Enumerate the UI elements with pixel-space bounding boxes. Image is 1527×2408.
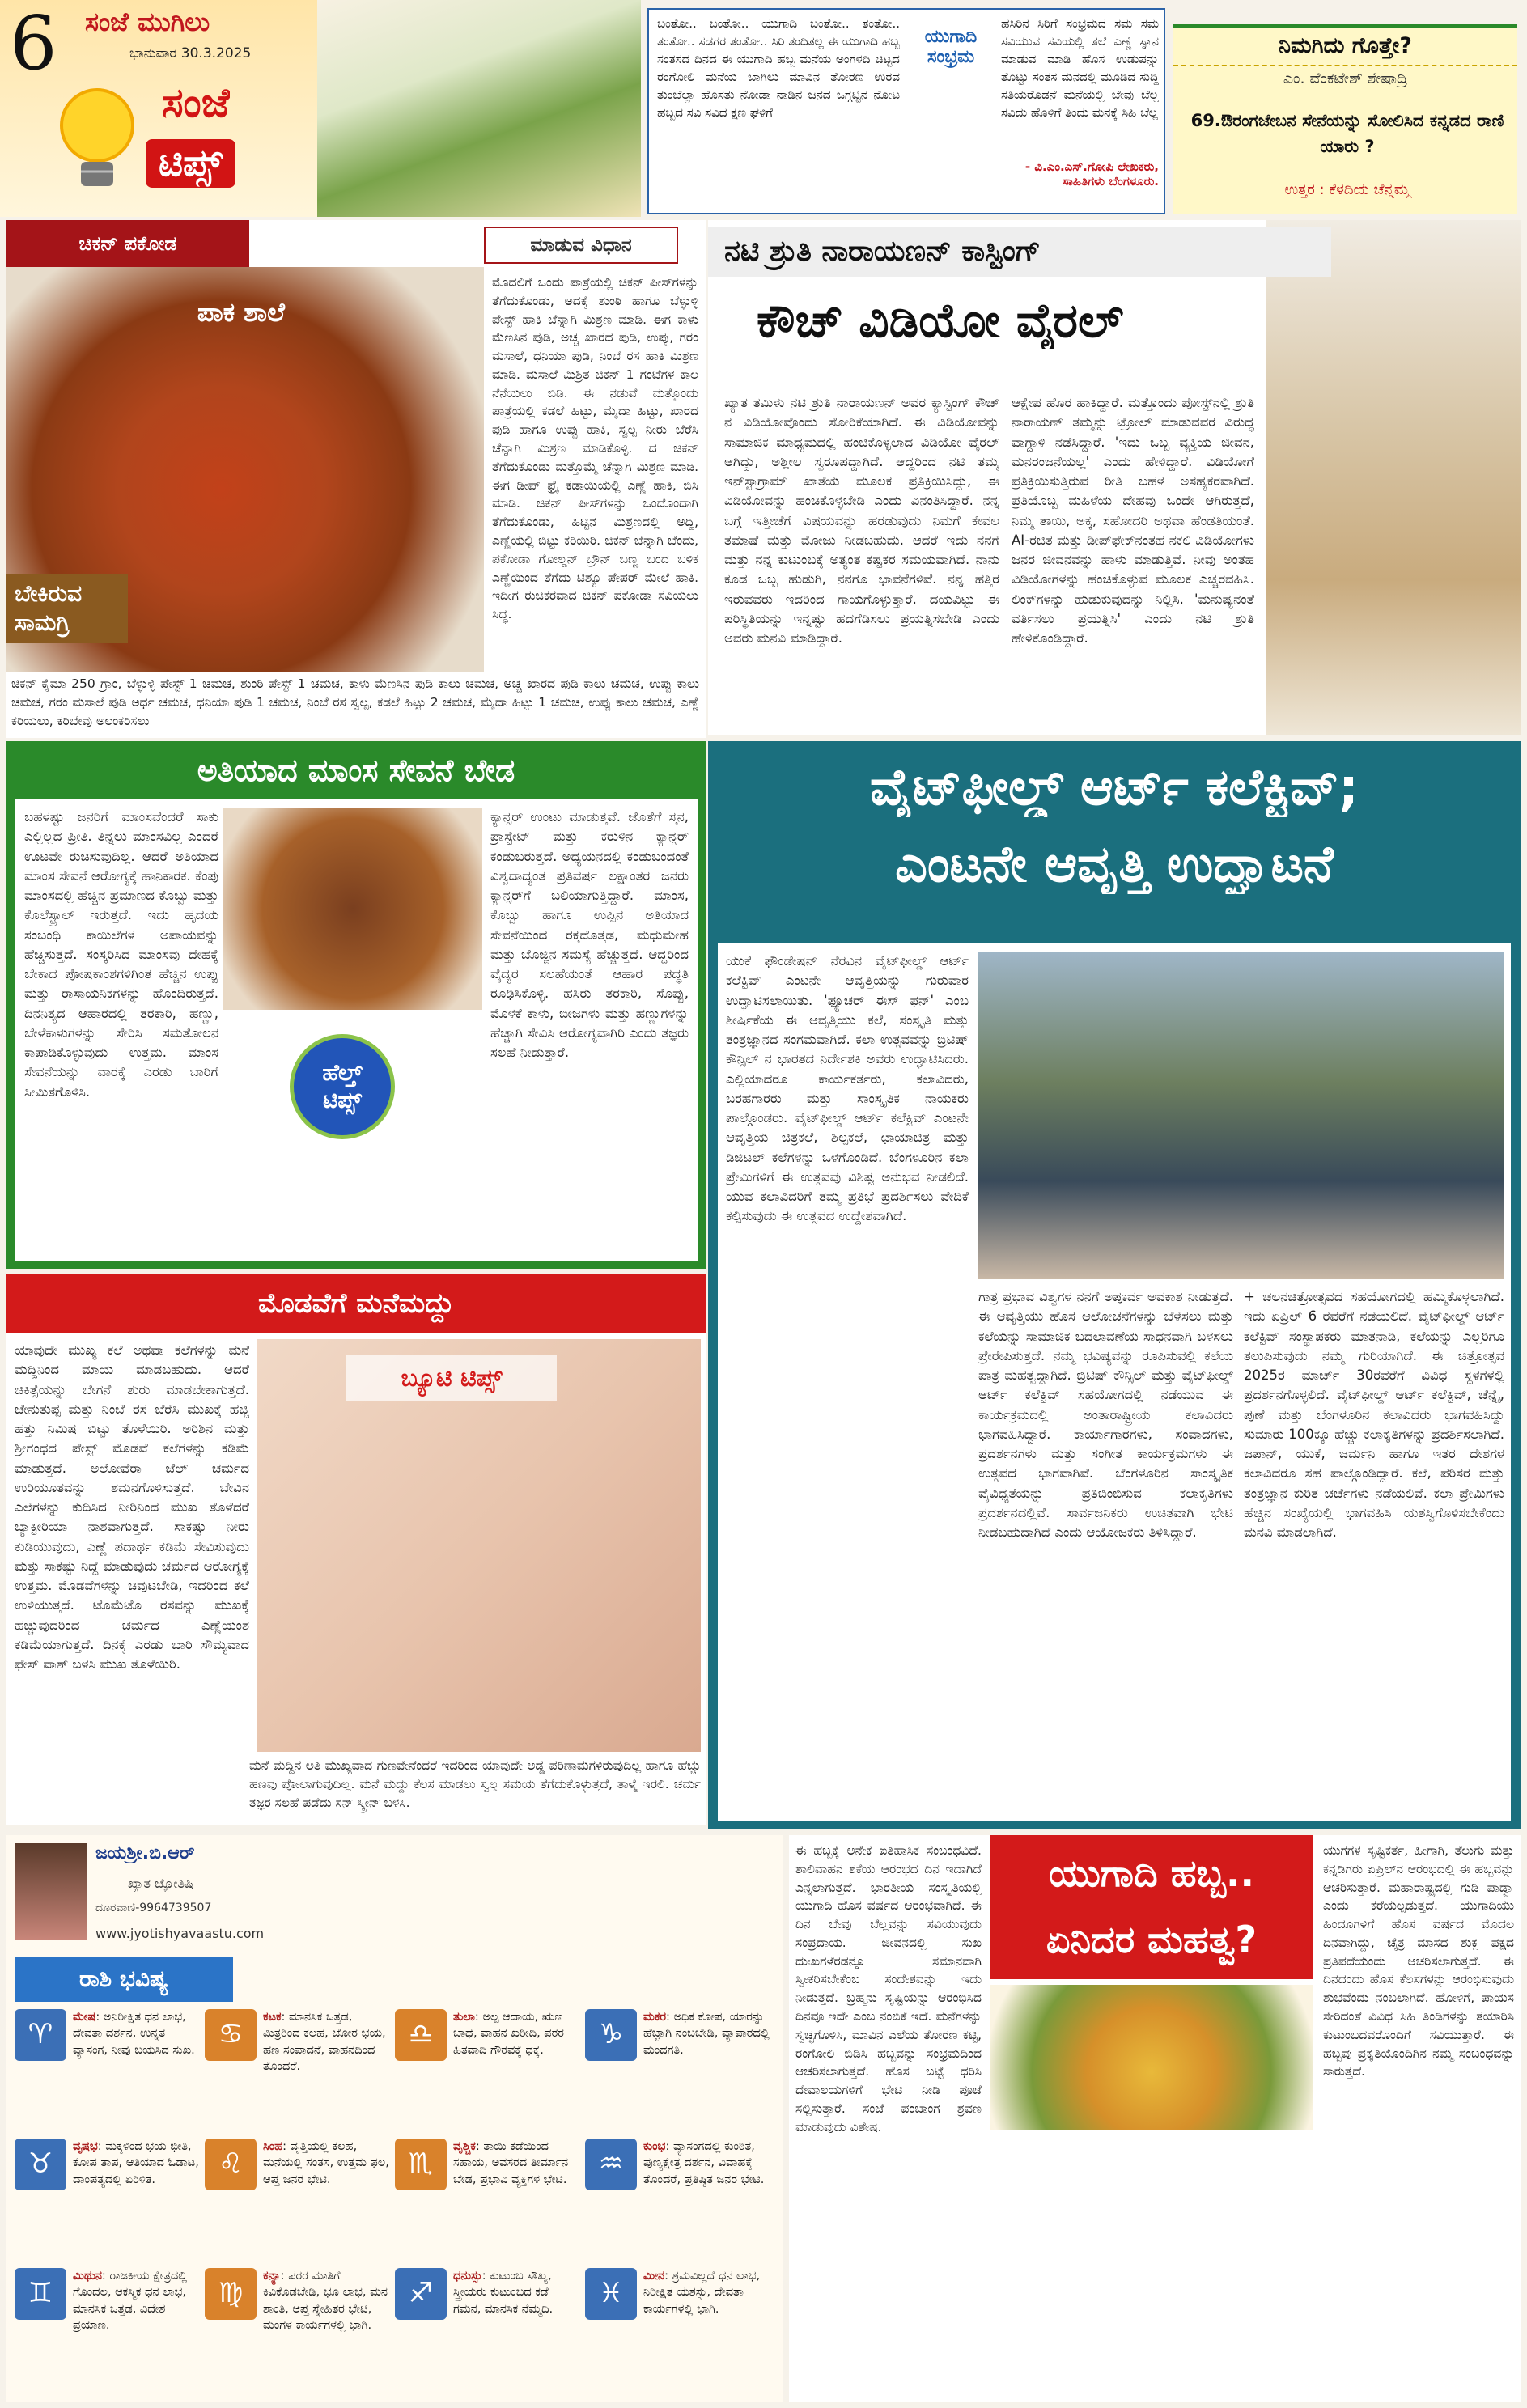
zodiac-sign-2 [15, 2139, 199, 2262]
ugadi-headline-2: ಏನಿದರ ಮಹತ್ವ? [1046, 1918, 1258, 1961]
zodiac-text [73, 2268, 199, 2391]
ugadi-right-text: ಯುಗಗಳ ಸೃಷ್ಟಿಕರ್ತ, ಹೀಗಾಗಿ, ತೆಲುಗು ಮತ್ತು ಕನ್ನಡಿಗರು ಏಪ್ರಿಲ್‌ನ ಆರಂಭದಲ್ಲಿ ಈ ಹಬ್ಬವನ್ನು ಆಚರಿಸುತ್ತಾರೆ. ಮಹಾರಾಷ್ಟ್ರದಲ್ಲಿ ಗುಡಿ ಪಾಡ್ವಾ ಎಂದು ಕರೆಯಲ್ಪಡುತ್ತದೆ. ಯುಗಾದಿಯು ಹಿಂದೂಗಳಿಗೆ ಹೊಸ ವರ್ಷದ ಮೊದಲ ದಿನವಾಗಿದ್ದು, ಚೈತ್ರ ಮಾಸದ ಶುಕ್ಲ ಪಕ್ಷದ ಪ್ರತಿಪದೆಯಂದು ಆಚರಿಸಲಾಗುತ್ತದೆ. ಈ ದಿನದಂದು ಹೊಸ ಕೆಲಸಗಳನ್ನು ಆರಂಭಿಸುವುದು ಶುಭವೆಂದು ನಂಬಲಾಗಿದೆ. ಹೋಳಿಗೆ, ಪಾಯಸ ಸೇರಿದಂತೆ ವಿವಿಧ ಸಿಹಿ ತಿಂಡಿಗಳನ್ನು ತಯಾರಿಸಿ ಕುಟುಂಬದವರೊಂದಿಗೆ ಸವಿಯುತ್ತಾರೆ. ಈ ಹಬ್ಬವು ಪ್ರಕೃತಿಯೊಂದಿಗಿನ ನಮ್ಮ ಸಂಬಂಧವನ್ನು ಸಾರುತ್ತದೆ. [1323, 1843, 1514, 2079]
zodiac-text [453, 2268, 579, 2391]
zodiac-sign-8 [395, 2139, 579, 2262]
art-story [708, 741, 1521, 1829]
zodiac-separator: : [281, 2011, 290, 2024]
zodiac-name: ಮಕರ [643, 2011, 666, 2024]
zodiac-text [263, 2268, 389, 2391]
zodiac-prediction: ಶ್ರಮವಿಲ್ಲದೆ ಧನ ಲಾಭ, ನಿರೀಕ್ಷಿತ ಯಶಸ್ಸು, ದೇವತಾ ಕಾರ್ಯಗಳಲ್ಲಿ ಭಾಗಿ. [643, 2270, 761, 2316]
zodiac-separator: : [97, 2140, 106, 2153]
masthead [0, 0, 317, 217]
zodiac-prediction: ಮಾನಸಿಕ ಒತ್ತಡ, ಮಿತ್ರರಿಂದ ಕಲಹ, ಚೋರ ಭಯ, ಹಣ ಸಂಪಾದನೆ, ವಾಹನದಿಂದ ತೊಂದರೆ. [263, 2011, 386, 2073]
zodiac-name: ಮೀನ [643, 2270, 665, 2283]
art-col-2: ಗಾತ್ರ ಪ್ರಭಾವ ವಿಶ್ವಗಳ ನನಗೆ ಅಪೂರ್ವ ಅವಕಾಶ ನೀಡುತ್ತದೆ. ಈ ಆವೃತ್ತಿಯು ಹೊಸ ಆಲೋಚನೆಗಳನ್ನು ಬೆಳೆಸಲು ಮತ್ತು ಕಲೆಯನ್ನು ಸಾಮಾಜಿಕ ಬದಲಾವಣೆಯ ಸಾಧನವಾಗಿ ಬಳಸಲು ಪ್ರೇರೇಪಿಸುತ್ತದೆ. ನಮ್ಮ ಭವಿಷ್ಯವನ್ನು ರೂಪಿಸುವಲ್ಲಿ ಕಲೆಯ ಪಾತ್ರ ಮಹತ್ವದ್ದಾಗಿದೆ. ಬ್ರಿಟಿಷ್ ಕೌನ್ಸಿಲ್ ಮತ್ತು ವೈಟ್‌ಫೀಲ್ಡ್ ಆರ್ಟ್ ಕಲೆಕ್ಟಿವ್ ಸಹಯೋಗದಲ್ಲಿ ನಡೆಯುವ ಈ ಕಾರ್ಯಕ್ರಮದಲ್ಲಿ ಅಂತಾರಾಷ್ಟ್ರೀಯ ಕಲಾವಿದರು ಭಾಗವಹಿಸಿದ್ದಾರೆ. ಕಾರ್ಯಾಗಾರಗಳು, ಸಂವಾದಗಳು, ಪ್ರದರ್ಶನಗಳು ಮತ್ತು ಸಂಗೀತ ಕಾರ್ಯಕ್ರಮಗಳು ಈ ಉತ್ಸವದ ಭಾಗವಾಗಿವೆ. ಬೆಂಗಳೂರಿನ ಸಾಂಸ್ಕೃತಿಕ ವೈವಿಧ್ಯತೆಯನ್ನು ಪ್ರತಿಬಿಂಬಿಸುವ ಕಲಾಕೃತಿಗಳು ಪ್ರದರ್ಶನದಲ್ಲಿವೆ. ಸಾರ್ವಜನಿಕರು ಉಚಿತವಾಗಿ ಭೇಟಿ ನೀಡಬಹುದಾಗಿದೆ ಎಂದು ಆಯೋಜಕರು ತಿಳಿಸಿದ್ದಾರೆ. [978, 1289, 1233, 1540]
art-event-photo [978, 952, 1504, 1279]
art-col-1: ಯುಕೆ ಫೌಂಡೇಷನ್ ನೆರವಿನ ವೈಟ್‌ಫೀಲ್ಡ್ ಆರ್ಟ್ ಕಲೆಕ್ಟಿವ್ ಎಂಟನೇ ಆವೃತ್ತಿಯನ್ನು ಗುರುವಾರ ಉದ್ಘಾಟಿಸಲಾಯಿತು. 'ಫ್ಯೂಚರ್ ಈಸ್ ಫನ್' ಎಂಬ ಶೀರ್ಷಿಕೆಯ ಈ ಆವೃತ್ತಿಯು ಕಲೆ, ಸಂಸ್ಕೃತಿ ಮತ್ತು ತಂತ್ರಜ್ಞಾನದ ಸಂಗಮವಾಗಿದೆ. ಕಲಾ ಉತ್ಸವವನ್ನು ಬ್ರಿಟಿಷ್ ಕೌನ್ಸಿಲ್ ನ ಭಾರತದ ನಿರ್ದೇಶಕಿ ಅವರು ಉದ್ಘಾಟಿಸಿದರು. ಎಲ್ಲಿಯಾದರೂ ಕಾರ್ಯಕರ್ತರು, ಕಲಾವಿದರು, ಬರಹಗಾರರು ಮತ್ತು ಸಾಂಸ್ಕೃತಿಕ ನಾಯಕರು ಪಾಲ್ಗೊಂಡರು. ವೈಟ್‌ಫೀಲ್ಡ್ ಆರ್ಟ್ ಕಲೆಕ್ಟಿವ್ ಎಂಟನೇ ಆವೃತ್ತಿಯ ಚಿತ್ರಕಲೆ, ಶಿಲ್ಪಕಲೆ, ಛಾಯಾಚಿತ್ರ ಮತ್ತು ಡಿಜಿಟಲ್ ಕಲೆಗಳನ್ನು ಒಳಗೊಂಡಿದೆ. ಬೆಂಗಳೂರಿನ ಕಲಾ ಪ್ರೇಮಿಗಳಿಗೆ ಈ ಉತ್ಸವವು ವಿಶಿಷ್ಟ ಅನುಭವ ನೀಡಲಿದೆ. ಯುವ ಕಲಾವಿದರಿಗೆ ತಮ್ಮ ಪ್ರತಿಭೆ ಪ್ರದರ್ಶಿಸಲು ವೇದಿಕೆ ಕಲ್ಪಿಸುವುದು ಈ ಉತ್ಸವದ ಉದ್ದೇಶವಾಗಿದೆ. [726, 953, 969, 1224]
zodiac-icon: ♋ [205, 2009, 257, 2061]
zodiac-separator: : [474, 2011, 483, 2024]
zodiac-prediction: ರಾಜಕೀಯ ಕ್ಷೇತ್ರದಲ್ಲಿ ಗೊಂದಲ, ಆಕಸ್ಮಿಕ ಧನ ಲಾಭ, ಮಾನಸಿಕ ಒತ್ತಡ, ವಿದೇಶ ಪ್ರಯಾಣ. [73, 2270, 188, 2332]
health-tips-badge [290, 1034, 395, 1139]
zodiac-name: ಸಿಂಹ [263, 2140, 283, 2153]
zodiac-icon: ♒ [585, 2139, 637, 2190]
astrologer-name: ಜಯಶ್ರೀ.ಬಿ.ಆರ್ [95, 1843, 195, 1863]
horoscope-heading: ರಾಶಿ ಭವಿಷ್ಯ [15, 1956, 233, 2002]
recipe-tag: ಚಿಕನ್ ಪಕೋಡ [6, 220, 249, 267]
zodiac-prediction: ತಾಯಿ ಕಡೆಯಿಂದ ಸಹಾಯ, ಅವಸರದ ತೀರ್ಮಾನ ಬೇಡ, ಪ್ರಭಾವಿ ವ್ಯಕ್ತಿಗಳ ಭೇಟಿ. [453, 2140, 569, 2186]
astrologer-title: ಖ್ಯಾತ ಜ್ಯೋತಿಷಿ [128, 1876, 193, 1891]
zodiac-prediction: ಅಧಿಕ ಕೋಪ, ಯಾರನ್ನು ಹೆಚ್ಚಾಗಿ ನಂಬಬೇಡಿ, ವ್ಯಾಪಾರದಲ್ಲಿ ಮಂದಗತಿ. [643, 2011, 770, 2057]
neem-leaves-photo [317, 0, 641, 217]
poem-right: ಹಸಿರಿನ ಸಿರಿಗೆ ಸಂಭ್ರಮದ ಸಮ ಸಮ ಸವಿಯುವ ಸವಿಯಲ್ಲಿ ತಲೆ ಎಣ್ಣೆ ಸ್ನಾನ ಮಾಡುವ ಮಾಡಿ ಹೊಸ ಉಡುಪನ್ನು ತೊಟ್ಟು ಸಂತಸ ಮನದಲ್ಲಿ ಮೂಡಿದ ಸುದ್ದಿ ಸತಿಯರೊಡನೆ ಮನೆಯಲ್ಲಿ ಬೇವು ಬೆಲ್ಲ ಸವಿದು ಹೊಳಿಗೆ ತಿಂದು ಮನಕ್ಕೆ ಸಿಹಿ ಬೆಲ್ಲ [1001, 16, 1159, 121]
art-headline-2: ಎಂಟನೇ ಆವೃತ್ತಿ ಉದ್ಘಾಟನೆ [895, 834, 1334, 893]
art-panel [718, 943, 1511, 1821]
ugadi-story [789, 1835, 1521, 2402]
zodiac-sign-5 [205, 2139, 389, 2262]
zodiac-prediction: ಅನಿರೀಕ್ಷಿತ ಧನ ಲಾಭ, ದೇವತಾ ದರ್ಶನ, ಉನ್ನತ ವ್ಯಾಸಂಗ, ನೀವು ಬಯಸಿದ ಸುಖ. [73, 2011, 195, 2057]
meat-panel [15, 799, 698, 1261]
quiz-box [1173, 24, 1517, 214]
zodiac-name: ಕನ್ಯಾ [263, 2270, 281, 2283]
zodiac-name: ವೃಷಭ [73, 2140, 98, 2153]
zodiac-text [453, 2139, 579, 2262]
kitchen-label: ಪಾಕ ಶಾಲೆ [197, 296, 286, 328]
ugadi-poem [647, 8, 1165, 214]
zodiac-separator: : [665, 2140, 673, 2153]
health-badge-top: ಹೆಲ್ತ್ [322, 1059, 363, 1086]
zodiac-icon: ♏ [395, 2139, 447, 2190]
method-label: ಮಾಡುವ ವಿಧಾನ [484, 227, 678, 264]
zodiac-sign-10 [585, 2009, 770, 2132]
health-badge-bottom: ಟಿಪ್ಸ್ [323, 1087, 362, 1113]
issue-date: ಭಾನುವಾರ 30.3.2025 [129, 45, 252, 61]
zodiac-name: ಕುಂಭ [643, 2140, 666, 2153]
zodiac-text [453, 2009, 579, 2132]
art-col-3: + ಚಲನಚಿತ್ರೋತ್ಸವದ ಸಹಯೋಗದಲ್ಲಿ ಹಮ್ಮಿಕೊಳ್ಳಲಾಗಿದೆ. ಇದು ಏಪ್ರಿಲ್ 6 ರವರೆಗೆ ನಡೆಯಲಿದೆ. ವೈಟ್‌ಫೀಲ್ಡ್ ಆರ್ಟ್ ಕಲೆಕ್ಟಿವ್ ಸಂಸ್ಥಾಪಕರು ಮಾತನಾಡಿ, ಕಲೆಯನ್ನು ಎಲ್ಲರಿಗೂ ತಲುಪಿಸುವುದು ನಮ್ಮ ಗುರಿಯಾಗಿದೆ. ಈ ಚಿತ್ರೋತ್ಸವ 2025ರ ಮಾರ್ಚ್ 30ರವರೆಗೆ ವಿವಿಧ ಸ್ಥಳಗಳಲ್ಲಿ ಪ್ರದರ್ಶನಗೊಳ್ಳಲಿದೆ. ವೈಟ್‌ಫೀಲ್ಡ್ ಆರ್ಟ್ ಕಲೆಕ್ಟಿವ್, ಚೆನ್ನೈ, ಪುಣೆ ಮತ್ತು ಬೆಂಗಳೂರಿನ ಕಲಾವಿದರು ಭಾಗವಹಿಸಿದ್ದು ಸುಮಾರು 100ಕ್ಕೂ ಹೆಚ್ಚು ಕಲಾಕೃತಿಗಳನ್ನು ಪ್ರದರ್ಶಿಸಲಾಗಿದೆ. ಜಪಾನ್, ಯುಕೆ, ಜರ್ಮನಿ ಹಾಗೂ ಇತರ ದೇಶಗಳ ಕಲಾವಿದರೂ ಸಹ ಪಾಲ್ಗೊಂಡಿದ್ದಾರೆ. ಕಲೆ, ಪರಿಸರ ಮತ್ತು ತಂತ್ರಜ್ಞಾನ ಕುರಿತ ಚರ್ಚೆಗಳು ನಡೆಯಲಿವೆ. ಕಲಾ ಪ್ರೇಮಿಗಳು ಹೆಚ್ಚಿನ ಸಂಖ್ಯೆಯಲ್ಲಿ ಭಾಗವಹಿಸಿ ಯಶಸ್ವಿಗೊಳಿಸಬೇಕೆಂದು ಮನವಿ ಮಾಡಲಾಗಿದೆ. [1244, 1289, 1504, 1540]
zodiac-icon: ♎ [395, 2009, 447, 2061]
art-headline-1: ವೈಟ್‌ಫೀಲ್ಡ್ ಆರ್ಟ್ ಕಲೆಕ್ಟಿವ್; [870, 757, 1359, 816]
zodiac-prediction: ಮಕ್ಕಳಿಂದ ಭಯ ಭೀತಿ, ಕೋಪ ತಾಪ, ಆತಿಯಾದ ಓಡಾಟ, ದಾಂಪತ್ಯದಲ್ಲಿ ಏರಿಳಿತ. [73, 2140, 199, 2186]
tips-word-bottom: ಟಿಪ್ಸ್ [146, 139, 235, 188]
ugadi-headline-1: ಯುಗಾದಿ ಹಬ್ಬ.. [1049, 1851, 1254, 1895]
page-number: 6 [10, 0, 57, 87]
quiz-heading: ನಿಮಗಿದು ಗೊತ್ತೇ? [1173, 28, 1517, 66]
brand-title: ಸಂಜೆ ಮುಗಿಲು [85, 6, 210, 37]
face-skin-photo [257, 1339, 701, 1752]
zodiac-separator: : [282, 2140, 291, 2153]
zodiac-sign-11 [585, 2139, 770, 2262]
zodiac-name: ಕಟಕ [263, 2011, 282, 2024]
zodiac-sign-4 [205, 2009, 389, 2132]
zodiac-separator: : [481, 2270, 490, 2283]
acne-section [6, 1274, 706, 1825]
zodiac-text [73, 2139, 199, 2262]
zodiac-text [643, 2139, 770, 2262]
zodiac-text [643, 2268, 770, 2391]
quiz-question: 69.ಔರಂಗಜೇಬನ ಸೇನೆಯನ್ನು ಸೋಲಿಸಿದ ಕನ್ನಡದ ರಾಣಿ ಯಾರು ? [1190, 111, 1504, 156]
poem-author: - ವಿ.ಎಂ.ಎಸ್.ಗೋಪಿ ಲೇಖಕರು, ಸಾಹಿತಿಗಳು ಬೆಂಗಳೂರು. [1024, 159, 1159, 189]
zodiac-icon: ♓ [585, 2268, 637, 2320]
ingredients-text: ಚಿಕನ್ ಕೈಮಾ 250 ಗ್ರಾಂ, ಬೆಳ್ಳುಳ್ಳಿ ಪೇಸ್ಟ್ 1 ಚಮಚ, ಶುಂಠಿ ಪೇಸ್ಟ್ 1 ಚಮಚ, ಕಾಳು ಮೆಣಸಿನ ಪುಡಿ ಕಾಲು ಚಮಚ, ಅಚ್ಚ ಖಾರದ ಪುಡಿ ಕಾಲು ಚಮಚ, ಉಪ್ಪು ಕಾಲು ಚಮಚ, ಗರಂ ಮಸಾಲೆ ಪುಡಿ ಅರ್ಧ ಚಮಚ, ಧನಿಯಾ ಪುಡಿ 1 ಚಮಚ, ನಿಂಬೆ ರಸ ಸ್ವಲ್ಪ, ಕಡಲೆ ಹಿಟ್ಟು 2 ಚಮಚ, ಮೈದಾ ಹಿಟ್ಟು 1 ಚಮಚ, ಉಪ್ಪು ಕಾಲು ಚಮಚ, ಎಣ್ಣೆ ಕರಿಯಲು, ಕರಿಬೇವು ಅಲಂಕರಿಸಲು [11, 676, 699, 728]
zodiac-prediction: ವೃತ್ತಿಯಲ್ಲಿ ಕಲಹ, ಮನೆಯಲ್ಲಿ ಸಂತಸ, ಉತ್ತಮ ಫಲ, ಆಪ್ತ ಜನರ ಭೇಟಿ. [263, 2140, 389, 2186]
shruti-col-1: ಖ್ಯಾತ ತಮಿಳು ನಟಿ ಶ್ರುತಿ ನಾರಾಯಣನ್ ಅವರ ಕ್ಯಾಸ್ಟಿಂಗ್ ಕೌಚ್ ನ ವಿಡಿಯೋವೊಂದು ಸೋರಿಕೆಯಾಗಿದೆ. ಈ ವಿಡಿಯೋವನ್ನು ಸಾಮಾಜಿಕ ಮಾಧ್ಯಮದಲ್ಲಿ ಹಂಚಿಕೊಳ್ಳಲಾದ ವಿಡಿಯೋ ವೈರಲ್ ಆಗಿದ್ದು, ಅಶ್ಲೀಲ ಸ್ವರೂಪದ್ದಾಗಿದೆ. ಆದ್ದರಿಂದ ನಟಿ ತಮ್ಮ ಇನ್‌ಸ್ಟಾಗ್ರಾಮ್ ಖಾತೆಯ ಮೂಲಕ ಪ್ರತಿಕ್ರಿಯಿಸಿದ್ದು, ಈ ವಿಡಿಯೋವನ್ನು ಹಂಚಿಕೊಳ್ಳಬೇಡಿ ಎಂದು ವಿನಂತಿಸಿದ್ದಾರೆ. ನನ್ನ ಬಗ್ಗೆ ಇತ್ತೀಚೆಗೆ ವಿಷಯವನ್ನು ಹರಡುವುದು ನಿಮಗೆ ಕೇವಲ ತಮಾಷೆ ಮತ್ತು ಮೋಜು ನೀಡಬಹುದು. ಆದರೆ ಇದು ನನಗೆ ಮತ್ತು ನನ್ನ ಕುಟುಂಬಕ್ಕೆ ಅತ್ಯಂತ ಕಷ್ಟಕರ ಸಮಯವಾಗಿದೆ. ನಾನು ಕೂಡ ಒಬ್ಬ ಹುಡುಗಿ, ನನಗೂ ಭಾವನೆಗಳಿವೆ. ನನ್ನ ಹತ್ತಿರ ಇರುವವರು ಇದರಿಂದ ಗಾಯಗೊಳ್ಳುತ್ತಾರೆ. ದಯವಿಟ್ಟು ಈ ಪರಿಸ್ಥಿತಿಯನ್ನು ಇನ್ನಷ್ಟು ಹದಗೆಡಿಸಲು ಪ್ರಯತ್ನಿಸಬೇಡಿ ಎಂದು ಅವರು ಮನವಿ ಮಾಡಿದ್ದಾರೆ. [724, 395, 999, 646]
shruti-col-2: ಆಕ್ಷೇಪ ಹೊರ ಹಾಕಿದ್ದಾರೆ. ಮತ್ತೊಂದು ಪೋಸ್ಟ್‌ನಲ್ಲಿ ಶ್ರುತಿ ನಾರಾಯಣ್ ತಮ್ಮನ್ನು ಟ್ರೋಲ್ ಮಾಡುವವರ ವಿರುದ್ಧ ವಾಗ್ದಾಳಿ ನಡೆಸಿದ್ದಾರೆ. 'ಇದು ಒಬ್ಬ ವ್ಯಕ್ತಿಯ ಜೀವನ, ಮನರಂಜನೆಯಲ್ಲ' ಎಂದು ಹೇಳಿದ್ದಾರೆ. ವಿಡಿಯೋಗೆ ಪ್ರತಿಕ್ರಿಯಿಸುತ್ತಿರುವ ರೀತಿ ಬಹಳ ಅಸಹ್ಯಕರವಾಗಿದೆ. ಪ್ರತಿಯೊಬ್ಬ ಮಹಿಳೆಯ ದೇಹವು ಒಂದೇ ಆಗಿರುತ್ತದೆ, ನಿಮ್ಮ ತಾಯಿ, ಅಕ್ಕ, ಸಹೋದರಿ ಅಥವಾ ಹೆಂಡತಿಯಂತೆ. AI-ರಚಿತ ಮತ್ತು ಡೀಪ್‌ಫೇಕ್‌ನಂತಹ ನಕಲಿ ವಿಡಿಯೋಗಳು ಜನರ ಜೀವನವನ್ನು ಹಾಳು ಮಾಡುತ್ತಿವೆ. ನೀವು ಅಂತಹ ವಿಡಿಯೋಗಳನ್ನು ಹಂಚಿಕೊಳ್ಳುವ ಮೂಲಕ ಎಚ್ಚರವಹಿಸಿ. ಲಿಂಕ್‌ಗಳನ್ನು ಹುಡುಕುವುದನ್ನು ನಿಲ್ಲಿಸಿ. 'ಮನುಷ್ಯನಂತೆ ವರ್ತಿಸಲು ಪ್ರಯತ್ನಿಸಿ' ಎಂದು ನಟಿ ಶ್ರುತಿ ಹೇಳಿಕೊಂಡಿದ್ದಾರೆ. [1012, 395, 1254, 646]
zodiac-sign-6 [205, 2268, 389, 2391]
zodiac-prediction: ವ್ಯಾಸಂಗದಲ್ಲಿ ಕುಂಠಿತ, ಪುಣ್ಯಕ್ಷೇತ್ರ ದರ್ಶನ, ವಿವಾಹಕ್ಕೆ ತೊಂದರೆ, ಪ್ರತಿಷ್ಠಿತ ಜನರ ಭೇಟಿ. [643, 2140, 765, 2186]
ugadi-left-text: ಈ ಹಬ್ಬಕ್ಕೆ ಅನೇಕ ಐತಿಹಾಸಿಕ ಸಂಬಂಧವಿದೆ. ಶಾಲಿವಾಹನ ಶಕೆಯ ಆರಂಭದ ದಿನ ಇದಾಗಿದೆ ಎನ್ನಲಾಗುತ್ತದೆ. ಭಾರತೀಯ ಸಂಸ್ಕೃತಿಯಲ್ಲಿ ಯುಗಾದಿ ಹೊಸ ವರ್ಷದ ಆರಂಭವಾಗಿದೆ. ಈ ದಿನ ಬೇವು ಬೆಲ್ಲವನ್ನು ಸವಿಯುವುದು ಸಂಪ್ರದಾಯ. ಜೀವನದಲ್ಲಿ ಸುಖ ದುಃಖಗಳೆರಡನ್ನೂ ಸಮಾನವಾಗಿ ಸ್ವೀಕರಿಸಬೇಕೆಂಬ ಸಂದೇಶವನ್ನು ಇದು ನೀಡುತ್ತದೆ. ಬ್ರಹ್ಮನು ಸೃಷ್ಟಿಯನ್ನು ಆರಂಭಿಸಿದ ದಿನವೂ ಇದೇ ಎಂಬ ನಂಬಿಕೆ ಇದೆ. ಮನೆಗಳನ್ನು ಸ್ವಚ್ಛಗೊಳಿಸಿ, ಮಾವಿನ ಎಲೆಯ ತೋರಣ ಕಟ್ಟಿ, ರಂಗೋಲಿ ಬಿಡಿಸಿ ಹಬ್ಬವನ್ನು ಸಂಭ್ರಮದಿಂದ ಆಚರಿಸಲಾಗುತ್ತದೆ. ಹೊಸ ಬಟ್ಟೆ ಧರಿಸಿ ದೇವಾಲಯಗಳಿಗೆ ಭೇಟಿ ನೀಡಿ ಪೂಜೆ ಸಲ್ಲಿಸುತ್ತಾರೆ. ಸಂಜೆ ಪಂಚಾಂಗ ಶ್ರವಣ ಮಾಡುವುದು ವಿಶೇಷ. [795, 1843, 982, 2135]
zodiac-name: ಧನುಸ್ಸು [453, 2270, 482, 2283]
zodiac-separator: : [666, 2011, 674, 2024]
ugadi-headline-box [990, 1835, 1313, 1979]
recipe-section [6, 220, 706, 738]
beauty-tips-badge: ಬ್ಯೂಟಿ ಟಿಪ್ಸ್ [346, 1355, 557, 1401]
zodiac-sign-3 [15, 2268, 199, 2391]
zodiac-icon: ♐ [395, 2268, 447, 2320]
tips-word-top: ಸಂಜೆ [162, 79, 231, 126]
astrologer-website: www.jyotishyavaastu.com [95, 1926, 265, 1941]
bulb-icon [57, 81, 138, 202]
zodiac-text [73, 2009, 199, 2132]
shruti-story [708, 220, 1521, 735]
zodiac-sign-1 [15, 2009, 199, 2132]
acne-heading: ಮೊಡವೆಗೆ ಮನೆಮದ್ದು [6, 1274, 706, 1333]
zodiac-separator: : [95, 2011, 104, 2024]
ingredients-label: ಬೇಕಿರುವ ಸಾಮಗ್ರಿ [6, 574, 128, 643]
method-text: ಮೊದಲಿಗೆ ಒಂದು ಪಾತ್ರೆಯಲ್ಲಿ ಚಿಕನ್ ಪೀಸ್‌ಗಳನ್ನು ತೆಗೆದುಕೊಂಡು, ಅದಕ್ಕೆ ಶುಂಠಿ ಹಾಗೂ ಬೆಳ್ಳುಳ್ಳಿ ಪೇಸ್ಟ್ ಹಾಕಿ ಚೆನ್ನಾಗಿ ಮಿಶ್ರಣ ಮಾಡಿ. ಈಗ ಕಾಳು ಮೆಣಸಿನ ಪುಡಿ, ಅಚ್ಚ ಖಾರದ ಪುಡಿ, ಉಪ್ಪು, ಗರಂ ಮಸಾಲೆ, ಧನಿಯಾ ಪುಡಿ, ನಿಂಬೆ ರಸ ಹಾಕಿ ಮಿಶ್ರಣ ಮಾಡಿ. ಮಸಾಲೆ ಮಿಶ್ರಿತ ಚಿಕನ್ 1 ಗಂಟೆಗಳ ಕಾಲ ನೆನೆಯಲು ಬಿಡಿ. ಈ ನಡುವೆ ಮತ್ತೊಂದು ಪಾತ್ರೆಯಲ್ಲಿ ಕಡಲೆ ಹಿಟ್ಟು, ಮೈದಾ ಹಿಟ್ಟು, ಖಾರದ ಪುಡಿ ಹಾಗೂ ಉಪ್ಪು ಹಾಕಿ, ಸ್ವಲ್ಪ ನೀರು ಬೆರೆಸಿ ಚೆನ್ನಾಗಿ ಮಿಶ್ರಣ ಮಾಡಿಕೊಳ್ಳಿ. ದ ಚಿಕನ್ ತೆಗೆದುಕೊಂಡು ಮತ್ತೊಮ್ಮೆ ಚೆನ್ನಾಗಿ ಮಿಶ್ರಣ ಮಾಡಿ. ಈಗ ಡೀಪ್ ಫ್ರೈ ಕಡಾಯಿಯಲ್ಲಿ ಎಣ್ಣೆ ಹಾಕಿ, ಬಿಸಿ ಮಾಡಿ. ಚಿಕನ್ ಪೀಸ್‌ಗಳನ್ನು ಒಂದೊಂದಾಗಿ ತೆಗೆದುಕೊಂಡು, ಹಿಟ್ಟಿನ ಮಿಶ್ರಣದಲ್ಲಿ ಅದ್ದಿ, ಎಣ್ಣೆಯಲ್ಲಿ ಬಿಟ್ಟು ಕರಿಯಿರಿ. ಚಿಕನ್ ಚೆನ್ನಾಗಿ ಬೆಂದು, ಪಕೋಡಾ ಗೋಲ್ಡನ್ ಬ್ರೌನ್ ಬಣ್ಣ ಬಂದ ಬಳಿಕ ಎಣ್ಣೆಯಿಂದ ತೆಗೆದು ಟಿಶ್ಯೂ ಪೇಪರ್ ಮೇಲೆ ಹಾಕಿ. ಇದೀಗ ರುಚಿಕರವಾದ ಚಿಕನ್ ಪಕೋಡಾ ಸವಿಯಲು ಸಿದ್ಧ. [492, 275, 698, 622]
astrologer-photo [15, 1843, 87, 1940]
zodiac-separator: : [664, 2270, 672, 2283]
zodiac-prediction: ಪರರ ಮಾತಿಗೆ ಕಿವಿಕೊಡಬೇಡಿ, ಭೂ ಲಾಭ, ಮನ ಶಾಂತಿ, ಆಪ್ತ ಸ್ನೇಹಿತರ ಭೇಟಿ, ಮಂಗಳ ಕಾರ್ಯಗಳಲ್ಲಿ ಭಾಗಿ. [263, 2270, 388, 2332]
zodiac-name: ಮಿಥುನ [73, 2270, 102, 2283]
zodiac-separator: : [101, 2270, 110, 2283]
shruti-headline-2: ಕೌಚ್ ವಿಡಿಯೋ ವೈರಲ್ [757, 293, 1124, 348]
quiz-answer: ಉತ್ತರ : ಕೆಳದಿಯ ಚೆನ್ನಮ್ಮ [1284, 181, 1410, 198]
mutton-curry-photo [223, 808, 482, 1010]
zodiac-icon: ♈ [15, 2009, 66, 2061]
shruti-headline-1: ನಟಿ ಶ್ರುತಿ ನಾರಾಯಣನ್ ಕಾಸ್ಟಿಂಗ್ [708, 227, 1331, 277]
poem-left: ಬಂತೋ.. ಬಂತೋ.. ಯುಗಾದಿ ಬಂತೋ.. ತಂತೋ.. ತಂತೋ.. ಸಡಗರ ತಂತೋ.. ಸಿರಿ ತಂದಿತಲ್ಲ ಈ ಯುಗಾದಿ ಹಬ್ಬ ಸಂತಸದ ದಿನದ ಈ ಯುಗಾದಿ ಹಬ್ಬ ಮನೆಯ ಅಂಗಳದಿ ಚಿಟ್ಟದ ರಂಗೋಲಿ ಮನೆಯ ಬಾಗಿಲು ಮಾವಿನ ತೋರಣ ಉರವ ತುಂಬೆಲ್ಲಾ ಹೊಸತು ನೋಡಾ ನಾಡಿನ ಜನದ ಒಗ್ಗಟ್ಟಿನ ನೋಟ ಹಬ್ಬದ ಸವಿ ಸವಿದ ಕ್ಷಣ ಘಳಿಗೆ [657, 16, 900, 121]
zodiac-text [263, 2009, 389, 2132]
meat-right-text: ಕ್ಯಾನ್ಸರ್ ಉಂಟು ಮಾಡುತ್ತವೆ. ಜೊತೆಗೆ ಸ್ತನ, ಪ್ರಾಸ್ಟೇಟ್ ಮತ್ತು ಕರುಳಿನ ಕ್ಯಾನ್ಸರ್ ಕಂಡುಬರುತ್ತದೆ. ಅಧ್ಯಯನದಲ್ಲಿ ಕಂಡುಬಂದಂತೆ ವಿಶ್ವದಾದ್ಯಂತ ಪ್ರತಿವರ್ಷ ಲಕ್ಷಾಂತರ ಜನರು ಕ್ಯಾನ್ಸರ್‌ಗೆ ಬಲಿಯಾಗುತ್ತಿದ್ದಾರೆ. ಮಾಂಸ, ಕೊಬ್ಬು ಹಾಗೂ ಉಪ್ಪಿನ ಅತಿಯಾದ ಸೇವನೆಯಿಂದ ರಕ್ತದೊತ್ತಡ, ಮಧುಮೇಹ ಮತ್ತು ಬೊಜ್ಜಿನ ಸಮಸ್ಯೆ ಹೆಚ್ಚುತ್ತದೆ. ಆದ್ದರಿಂದ ವೈದ್ಯರ ಸಲಹೆಯಂತೆ ಆಹಾರ ಪದ್ಧತಿ ರೂಢಿಸಿಕೊಳ್ಳಿ. ಹಸಿರು ತರಕಾರಿ, ಸೊಪ್ಪು, ಮೊಳಕೆ ಕಾಳು, ಬೀಜಗಳು ಮತ್ತು ಹಣ್ಣುಗಳನ್ನು ಹೆಚ್ಚಾಗಿ ಸೇವಿಸಿ ಆರೋಗ್ಯವಾಗಿರಿ ಎಂದು ತಜ್ಞರು ಸಲಹೆ ನೀಡುತ್ತಾರೆ. [490, 809, 689, 1060]
zodiac-name: ಮೇಷ [73, 2011, 96, 2024]
zodiac-sign-12 [585, 2268, 770, 2391]
zodiac-prediction: ಅಲ್ಪ ಆದಾಯ, ಋಣ ಬಾಧೆ, ವಾಹನ ಖರೀದಿ, ಪರರ ಹಿತವಾದಿ ಗೌರವಕ್ಕೆ ಧಕ್ಕೆ. [453, 2011, 564, 2057]
zodiac-prediction: ಕುಟುಂಬ ಸೌಖ್ಯ, ಸ್ತ್ರೀಯರು ಕುಟುಂಬದ ಕಡೆ ಗಮನ, ಮಾನಸಿಕ ನೆಮ್ಮದಿ. [453, 2270, 554, 2316]
zodiac-icon: ♍ [205, 2268, 257, 2320]
zodiac-separator: : [475, 2140, 484, 2153]
zodiac-icon: ♊ [15, 2268, 66, 2320]
zodiac-icon: ♌ [205, 2139, 257, 2190]
horoscope-section [6, 1835, 783, 2402]
zodiac-separator: : [280, 2270, 289, 2283]
zodiac-name: ತುಲಾ [453, 2011, 475, 2024]
quiz-author: ಎಂ. ವೆಂಕಟೇಶ್ ಶೇಷಾದ್ರಿ [1283, 70, 1408, 87]
zodiac-sign-9 [395, 2268, 579, 2391]
meat-heading: ಅತಿಯಾದ ಮಾಂಸ ಸೇವನೆ ಬೇಡ [197, 752, 515, 788]
meat-left-text: ಬಹಳಷ್ಟು ಜನರಿಗೆ ಮಾಂಸವೆಂದರೆ ಸಾಕು ಎಲ್ಲಿಲ್ಲದ ಪ್ರೀತಿ. ತಿನ್ನಲು ಮಾಂಸವಿಲ್ಲ ಎಂದರೆ ಊಟವೇ ರುಚಿಸುವುದಿಲ್ಲ. ಆದರೆ ಅತಿಯಾದ ಮಾಂಸ ಸೇವನೆ ಆರೋಗ್ಯಕ್ಕೆ ಹಾನಿಕಾರಕ. ಕೆಂಪು ಮಾಂಸದಲ್ಲಿ ಹೆಚ್ಚಿನ ಪ್ರಮಾಣದ ಕೊಬ್ಬು ಮತ್ತು ಕೊಲೆಸ್ಟ್ರಾಲ್ ಇರುತ್ತದೆ. ಇದು ಹೃದಯ ಸಂಬಂಧಿ ಕಾಯಿಲೆಗಳ ಅಪಾಯವನ್ನು ಹೆಚ್ಚಿಸುತ್ತದೆ. ಸಂಸ್ಕರಿಸಿದ ಮಾಂಸವು ದೇಹಕ್ಕೆ ಬೇಕಾದ ಪೋಷಕಾಂಶಗಳಿಗಿಂತ ಹೆಚ್ಚಿನ ಉಪ್ಪು ಮತ್ತು ರಾಸಾಯನಿಕಗಳನ್ನು ಹೊಂದಿರುತ್ತದೆ. ದಿನನಿತ್ಯದ ಆಹಾರದಲ್ಲಿ ತರಕಾರಿ, ಹಣ್ಣು, ಬೇಳೆಕಾಳುಗಳನ್ನು ಸೇರಿಸಿ ಸಮತೋಲನ ಕಾಪಾಡಿಕೊಳ್ಳುವುದು ಉತ್ತಮ. ಮಾಂಸ ಸೇವನೆಯನ್ನು ವಾರಕ್ಕೆ ಎರಡು ಬಾರಿಗೆ ಸೀಮಿತಗೊಳಿಸಿ. [24, 809, 218, 1100]
zodiac-text [263, 2139, 389, 2262]
zodiac-list [15, 2009, 775, 2397]
zodiac-sign-7 [395, 2009, 579, 2132]
meat-section [6, 741, 706, 1269]
zodiac-name: ವೃಶ್ಚಿಕ [453, 2140, 476, 2153]
zodiac-icon: ♉ [15, 2139, 66, 2190]
zodiac-icon: ♑ [585, 2009, 637, 2061]
festival-items-photo [990, 1985, 1313, 2130]
acne-bottom-text: ಮನೆ ಮದ್ದಿನ ಅತಿ ಮುಖ್ಯವಾದ ಗುಣವೇನೆಂದರೆ ಇದರಿಂದ ಯಾವುದೇ ಅಡ್ಡ ಪರಿಣಾಮಗಳಿರುವುದಿಲ್ಲ ಹಾಗೂ ಹೆಚ್ಚು ಹಣವು ಪೋಲಾಗುವುದಿಲ್ಲ. ಮನೆ ಮದ್ದು ಕೆಲಸ ಮಾಡಲು ಸ್ವಲ್ಪ ಸಮಯ ತೆಗೆದುಕೊಳ್ಳುತ್ತದೆ, ತಾಳ್ಮೆ ಇರಲಿ. ಚರ್ಮ ತಜ್ಞರ ಸಲಹೆ ಪಡೆದು ಸನ್ ಸ್ಕ್ರೀನ್ ಬಳಸಿ. [249, 1758, 701, 1810]
astrologer-phone: ದೂರವಾಣಿ-9964739507 [95, 1901, 212, 1914]
acne-text: ಯಾವುದೇ ಮುಖ್ಯ ಕಲೆ ಅಥವಾ ಕಲೆಗಳನ್ನು ಮನೆ ಮದ್ದಿನಿಂದ ಮಾಯ ಮಾಡಬಹುದು. ಆದರೆ ಚಿಕಿತ್ಸೆಯನ್ನು ಬೇಗನೆ ಶುರು ಮಾಡಬೇಕಾಗುತ್ತದೆ. ಜೇನುತುಪ್ಪ ಮತ್ತು ನಿಂಬೆ ರಸ ಬೆರೆಸಿ ಮುಖಕ್ಕೆ ಹಚ್ಚಿ ಹತ್ತು ನಿಮಿಷ ಬಿಟ್ಟು ತೊಳೆಯಿರಿ. ಅರಿಶಿನ ಮತ್ತು ಶ್ರೀಗಂಧದ ಪೇಸ್ಟ್ ಮೊಡವೆ ಕಲೆಗಳನ್ನು ಕಡಿಮೆ ಮಾಡುತ್ತದೆ. ಅಲೋವೆರಾ ಜೆಲ್ ಚರ್ಮದ ಉರಿಯೂತವನ್ನು ಶಮನಗೊಳಿಸುತ್ತದೆ. ಬೇವಿನ ಎಲೆಗಳನ್ನು ಕುದಿಸಿದ ನೀರಿನಿಂದ ಮುಖ ತೊಳೆದರೆ ಬ್ಯಾಕ್ಟೀರಿಯಾ ನಾಶವಾಗುತ್ತದೆ. ಸಾಕಷ್ಟು ನೀರು ಕುಡಿಯುವುದು, ಎಣ್ಣೆ ಪದಾರ್ಥ ಕಡಿಮೆ ಸೇವಿಸುವುದು ಮತ್ತು ಸಾಕಷ್ಟು ನಿದ್ದೆ ಮಾಡುವುದು ಚರ್ಮದ ಆರೋಗ್ಯಕ್ಕೆ ಉತ್ತಮ. ಮೊಡವೆಗಳನ್ನು ಚಿವುಟಬೇಡಿ, ಇದರಿಂದ ಕಲೆ ಉಳಿಯುತ್ತದೆ. ಟೊಮೆಟೊ ರಸವನ್ನು ಮುಖಕ್ಕೆ ಹಚ್ಚುವುದರಿಂದ ಚರ್ಮದ ಎಣ್ಣೆಯಂಶ ಕಡಿಮೆಯಾಗುತ್ತದೆ. ದಿನಕ್ಕೆ ಎರಡು ಬಾರಿ ಸೌಮ್ಯವಾದ ಫೇಸ್ ವಾಶ್ ಬಳಸಿ ಮುಖ ತೊಳೆಯಿರಿ. [15, 1342, 249, 1672]
poem-heading: ಯುಗಾದಿ ಸಂಭ್ರಮ [924, 27, 978, 67]
zodiac-text [643, 2009, 770, 2132]
